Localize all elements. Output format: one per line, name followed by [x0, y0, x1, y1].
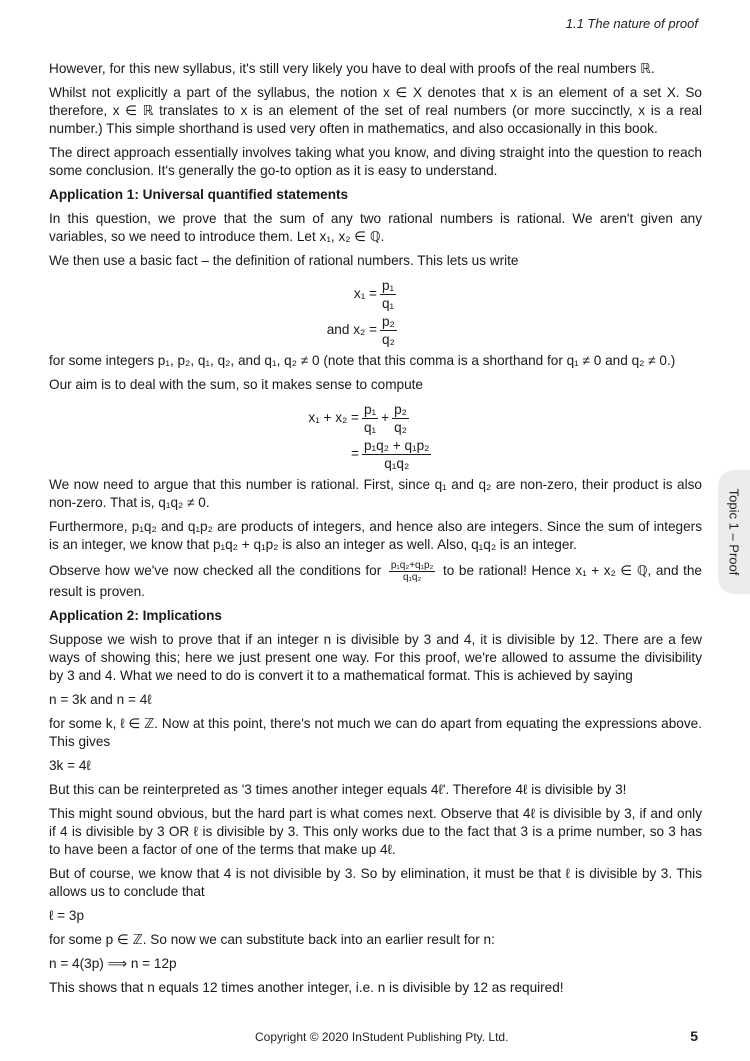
app2-paragraph-3: But this can be reinterpreted as '3 times another integer equals 4ℓ'. Therefore 4ℓ is divisible by 3!: [49, 782, 627, 797]
app1-paragraph-2: We then use a basic fact – the definition of rational numbers. This lets us write: [49, 253, 519, 268]
fraction-numerator: p₁q₂ + q₁p₂: [364, 437, 430, 453]
page-body: [49, 60, 702, 1003]
fraction-denominator: q₁: [364, 419, 377, 435]
fraction-combined-sum: [362, 437, 431, 472]
sum-equations: [49, 400, 702, 472]
app1-p7-tail: to be rational! Hence x₁ + x₂ ∈ ℚ, and the result is proven.: [49, 563, 702, 599]
sum-lhs: x₁ + x₂ =: [308, 410, 359, 425]
app1-paragraph-4: Our aim is to deal with the sum, so it makes sense to compute: [49, 377, 423, 392]
intro-paragraph-1: However, for this new syllabus, it's still very likely you have to deal with proofs of the real numbers ℝ.: [49, 61, 655, 76]
intro-paragraph-2: Whilst not explicitly a part of the syllabus, the notion x ∈ X denotes that x is an element of a set X. So therefore, x ∈ ℝ translates to x is an element of the set of real numbers (or more succinctly, x is a real number.) This simple shorthand is used very often in mathematics, and also occasionally in this book.: [49, 85, 702, 136]
fraction-p1-q1: [380, 277, 396, 312]
app2-paragraph-2: for some k, ℓ ∈ ℤ. Now at this point, there's not much we can do apart from equating the expressions above. This gives: [49, 716, 702, 749]
app2-paragraph-5: But of course, we know that 4 is not divisible by 3. So by elimination, it must be that ℓ is divisible by 3. This allows us to conclude that: [49, 866, 702, 899]
fraction-numerator: p₂: [394, 401, 407, 417]
fraction-numerator: p₁: [364, 401, 377, 417]
fraction-denominator: q₁q₂: [384, 455, 410, 471]
fraction-p2-q2: [380, 313, 397, 348]
fraction-denominator: q₂: [382, 331, 395, 347]
page-number: 5: [690, 1028, 698, 1044]
copyright-notice: Copyright © 2020 InStudent Publishing Pty. Ltd.: [255, 1030, 509, 1044]
app2-paragraph-7: This shows that n equals 12 times another integer, i.e. n is divisible by 12 as required!: [49, 980, 564, 995]
app2-equation-3: ℓ = 3p: [49, 908, 85, 923]
sum2-lhs: =: [351, 446, 359, 461]
app2-paragraph-6: for some p ∈ ℤ. So now we can substitute back into an earlier result for n:: [49, 932, 495, 947]
application-1-heading: Application 1: Universal quantified statements: [49, 187, 349, 202]
rational-definition-equations: [49, 276, 702, 348]
fraction-denominator: q₁q₂: [402, 572, 422, 583]
fraction-p1-q1: [362, 401, 378, 436]
topic-side-tab-label: Topic 1 – Proof: [726, 488, 742, 576]
app1-paragraph-3: for some integers p₁, p₂, q₁, q₂, and q₁, q₂ ≠ 0 (note that this comma is a shorthand for q₁ ≠ 0 and q₂ ≠ 0.): [49, 353, 676, 368]
app1-paragraph-1: In this question, we prove that the sum of any two rational numbers is rational. We aren't given any variables, so we need to introduce them. Let x₁, x₂ ∈ ℚ.: [49, 211, 702, 244]
fraction-numerator: p₂: [382, 313, 395, 329]
eq-x1-lhs: x₁ =: [353, 286, 377, 301]
fraction-p2-q2: [392, 401, 409, 436]
app2-paragraph-1: Suppose we wish to prove that if an integer n is divisible by 3 and 4, it is divisible by 12. There are a few ways of showing this; here we just present one way. For this proof, we're allowed to assume the divisibility by 3 and 4. What we need to do is convert it to a mathematical format. This is achieved by saying: [49, 632, 702, 683]
inline-fraction: [389, 560, 436, 583]
fraction-denominator: q₂: [394, 419, 407, 435]
fraction-numerator: p₁q₂+q₁p₂: [390, 560, 434, 571]
app1-paragraph-6: Furthermore, p₁q₂ and q₁p₂ are products of integers, and hence also are integers. Since the sum of integers is an integer, we know that p₁q₂ + q₁p₂ is also an integer as well. Also, q₁q₂ is an integer.: [49, 519, 702, 552]
application-2-heading: Application 2: Implications: [49, 608, 222, 623]
app1-paragraph-5: We now need to argue that this number is rational. First, since q₁ and q₂ are non-zero, their product is also non-zero. That is, q₁q₂ ≠ 0.: [49, 477, 702, 510]
app2-paragraph-4: This might sound obvious, but the hard part is what comes next. Observe that 4ℓ is divisible by 3, if and only if 4 is divisible by 3 OR ℓ is divisible by 3. This only works due to the fact that 3 is a prime number, so 3 has to have been a factor of one of the terms that make up 4ℓ.: [49, 806, 702, 857]
app2-equation-2: 3k = 4ℓ: [49, 758, 91, 773]
app2-equation-4: n = 4(3p) ⟹ n = 12p: [49, 956, 177, 971]
eq-x2-lhs: and x₂ =: [326, 322, 377, 337]
intro-paragraph-3: The direct approach essentially involves taking what you know, and diving straight into the question to reach some conclusion. It's generally the go-to option as it is easy to understand.: [49, 145, 702, 178]
fraction-numerator: p₁: [382, 277, 395, 293]
app2-equation-1: n = 3k and n = 4ℓ: [49, 692, 152, 707]
app1-paragraph-7: [49, 560, 702, 601]
fraction-denominator: q₁: [382, 295, 395, 311]
plus-sign: +: [381, 410, 390, 425]
running-header: 1.1 The nature of proof: [565, 16, 698, 31]
app1-p7-lead: Observe how we've now checked all the conditions for: [49, 563, 382, 579]
topic-side-tab[interactable]: [718, 470, 750, 594]
